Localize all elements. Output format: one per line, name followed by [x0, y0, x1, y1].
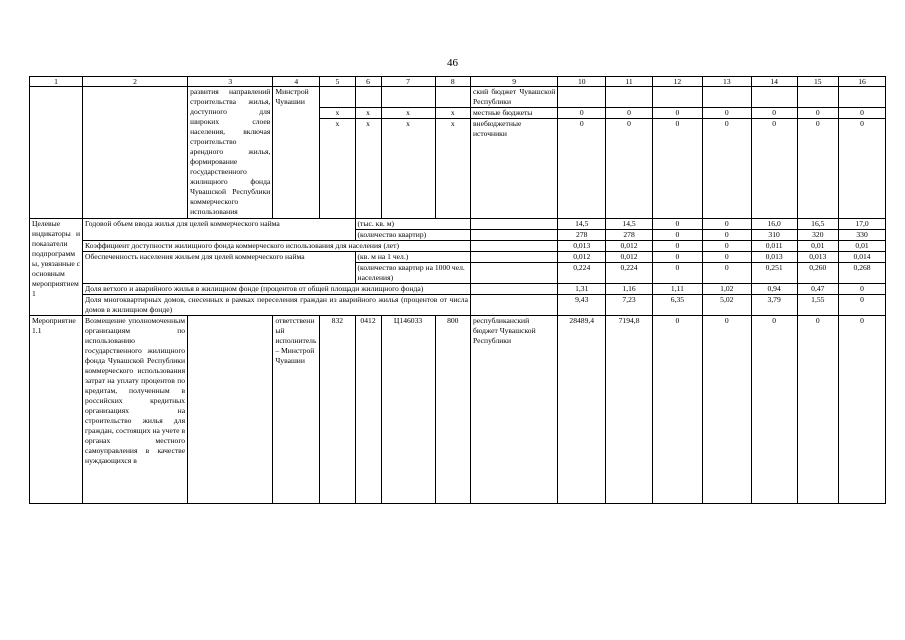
- column-header-7: 7: [381, 77, 435, 87]
- value-cell: 0: [797, 316, 839, 504]
- value-cell: 0,013: [751, 252, 797, 263]
- column-header-1: 1: [30, 77, 83, 87]
- value-cell: 0: [702, 230, 751, 241]
- value-cell: 0: [839, 119, 886, 219]
- value-cell: 0: [652, 252, 702, 263]
- block1-source: внебюджетные источники: [470, 119, 557, 219]
- blank-cell: [470, 241, 557, 252]
- value-cell: 0: [652, 119, 702, 219]
- indicator-row: [30, 219, 886, 230]
- block1-source: местные бюджеты: [470, 108, 557, 119]
- value-cell: 278: [606, 230, 653, 241]
- value-cell: [558, 87, 606, 108]
- value-cell: 0,011: [751, 241, 797, 252]
- value-cell: 0: [558, 119, 606, 219]
- value-cell: 0: [702, 263, 751, 284]
- indicator-unit: (тыс. кв. м): [355, 219, 470, 230]
- value-cell: 0: [702, 219, 751, 230]
- value-cell: [652, 87, 702, 108]
- indicator-row: [30, 252, 886, 263]
- indicator-unit: (количество квартир): [355, 230, 470, 241]
- column-header-10: 10: [558, 77, 606, 87]
- column-number-row: [30, 77, 886, 87]
- value-cell: 0,014: [839, 252, 886, 263]
- block1-c6: x: [355, 108, 381, 119]
- value-cell: 0: [751, 108, 797, 119]
- column-header-3: 3: [188, 77, 273, 87]
- value-cell: 0: [751, 119, 797, 219]
- blank-cell: [470, 284, 557, 295]
- value-cell: 0,94: [751, 284, 797, 295]
- value-cell: 0,012: [558, 252, 606, 263]
- value-cell: 0: [702, 108, 751, 119]
- column-header-6: 6: [355, 77, 381, 87]
- value-cell: 0: [797, 108, 839, 119]
- indicator-name: Коэффициент доступности жилищного фонда коммерческого использования для населения (лет): [83, 241, 471, 252]
- value-cell: 3,79: [751, 295, 797, 316]
- block1-c5: x: [320, 119, 355, 219]
- value-cell: 278: [558, 230, 606, 241]
- value-cell: 0: [652, 316, 702, 504]
- indicator-name: Годовой объем ввода жилья для целей коммерческого найма: [83, 219, 355, 241]
- block1-c7: x: [381, 108, 435, 119]
- indicator-name: Обеспеченность населения жильем для целей коммерческого найма: [83, 252, 355, 284]
- measure-c5: 832: [320, 316, 355, 504]
- value-cell: 0,01: [797, 241, 839, 252]
- value-cell: [702, 87, 751, 108]
- value-cell: 1,55: [797, 295, 839, 316]
- value-cell: 1,11: [652, 284, 702, 295]
- column-header-13: 13: [702, 77, 751, 87]
- value-cell: 0,224: [558, 263, 606, 284]
- value-cell: [606, 87, 653, 108]
- value-cell: 17,0: [839, 219, 886, 230]
- blank-cell: [470, 230, 557, 241]
- column-header-4: 4: [273, 77, 320, 87]
- block1-col1: [30, 87, 83, 219]
- indicators-label: Целевые индикаторы и показатели подпрограммы, увязанные с основным мероприятием 1: [30, 219, 83, 316]
- page-number: 46: [447, 57, 458, 69]
- value-cell: 0: [702, 241, 751, 252]
- block1-c7: x: [381, 119, 435, 219]
- value-cell: 310: [751, 230, 797, 241]
- value-cell: 9,43: [558, 295, 606, 316]
- value-cell: 0: [702, 119, 751, 219]
- value-cell: 0: [839, 284, 886, 295]
- column-header-8: 8: [435, 77, 470, 87]
- block1-c8: x: [435, 119, 470, 219]
- indicator-row: [30, 284, 886, 295]
- block1-c8: [435, 87, 470, 108]
- block1-c6: x: [355, 119, 381, 219]
- measure-description: Возмещение уполномоченным организациям по использованию государственного жилищного фонда Чувашской Республики коммерческого использования затрат на уплату процентов по кредитам, полученным в российских кредитных организациях на строительство жилья для граждан, состоящих на учете в органах местного самоуправления в качестве нуждающихся в: [83, 316, 188, 504]
- value-cell: 0: [652, 263, 702, 284]
- block1-c6: [355, 87, 381, 108]
- indicator-unit: (кв. м на 1 чел.): [355, 252, 470, 263]
- value-cell: 16,0: [751, 219, 797, 230]
- blank-cell: [470, 295, 557, 316]
- value-cell: 0: [839, 316, 886, 504]
- value-cell: 14,5: [558, 219, 606, 230]
- block1-source: ский бюджет Чувашской Республики: [470, 87, 557, 108]
- block1-c8: x: [435, 108, 470, 119]
- column-header-16: 16: [839, 77, 886, 87]
- column-header-9: 9: [470, 77, 557, 87]
- value-cell: [797, 87, 839, 108]
- value-cell: 14,5: [606, 219, 653, 230]
- measure-c8: 800: [435, 316, 470, 504]
- column-header-15: 15: [797, 77, 839, 87]
- value-cell: 0: [652, 219, 702, 230]
- value-cell: 0: [606, 119, 653, 219]
- value-cell: 0: [839, 295, 886, 316]
- value-cell: [839, 87, 886, 108]
- block1-col4-text: Минстрой Чувашии: [273, 87, 320, 219]
- value-cell: 0: [606, 108, 653, 119]
- value-cell: 7194,8: [606, 316, 653, 504]
- value-cell: 5,02: [702, 295, 751, 316]
- blank-cell: [470, 219, 557, 230]
- value-cell: 0,013: [558, 241, 606, 252]
- value-cell: 0: [751, 316, 797, 504]
- value-cell: [751, 87, 797, 108]
- indicator-name: Доля ветхого и аварийного жилья в жилищном фонде (процентов от общей площади жилищного фонда): [83, 284, 471, 295]
- blank-cell: [470, 252, 557, 263]
- value-cell: 320: [797, 230, 839, 241]
- column-header-11: 11: [606, 77, 653, 87]
- value-cell: 0,268: [839, 263, 886, 284]
- blank-cell: [470, 263, 557, 284]
- block1-c7: [381, 87, 435, 108]
- value-cell: 330: [839, 230, 886, 241]
- value-cell: 0,012: [606, 241, 653, 252]
- program-table: [29, 76, 886, 504]
- measure-c6: 0412: [355, 316, 381, 504]
- indicator-name: Доля многоквартирных домов, снесенных в рамках переселения граждан из аварийного жилья (процентов от числа домов в жилищном фонде): [83, 295, 471, 316]
- value-cell: 0: [797, 119, 839, 219]
- measure-title: Мероприятие 1.1: [30, 316, 83, 504]
- value-cell: 1,31: [558, 284, 606, 295]
- value-cell: 1,16: [606, 284, 653, 295]
- value-cell: 0,260: [797, 263, 839, 284]
- column-header-5: 5: [320, 77, 355, 87]
- block1-c5: x: [320, 108, 355, 119]
- indicator-row: [30, 241, 886, 252]
- block1-col2: [83, 87, 188, 219]
- value-cell: 0: [702, 252, 751, 263]
- measure-source: республиканский бюджет Чувашской Республики: [470, 316, 557, 504]
- measure-c7: Ц146033: [381, 316, 435, 504]
- value-cell: 28489,4: [558, 316, 606, 504]
- measure-row: [30, 316, 886, 504]
- block1-row-1: [30, 87, 886, 108]
- value-cell: 0,47: [797, 284, 839, 295]
- value-cell: 0,013: [797, 252, 839, 263]
- value-cell: 0: [652, 241, 702, 252]
- measure-executor: ответственный исполнитель – Минстрой Чувашии: [273, 316, 320, 504]
- value-cell: 0: [652, 230, 702, 241]
- column-header-14: 14: [751, 77, 797, 87]
- indicator-row: [30, 295, 886, 316]
- block1-c5: [320, 87, 355, 108]
- value-cell: 0,01: [839, 241, 886, 252]
- value-cell: 16,5: [797, 219, 839, 230]
- indicator-unit: (количество квартир на 1000 чел. населения): [355, 263, 470, 284]
- column-header-2: 2: [83, 77, 188, 87]
- measure-col3: [188, 316, 273, 504]
- block1-col3-text: развития направлений строительства жилья, доступного для широких слоев населения, включая строительство арендного жилья, формирование государственного жилищного фонда Чувашской Республики коммерческого использования: [188, 87, 273, 219]
- value-cell: 7,23: [606, 295, 653, 316]
- value-cell: 0: [652, 108, 702, 119]
- value-cell: 0,251: [751, 263, 797, 284]
- column-header-12: 12: [652, 77, 702, 87]
- value-cell: 6,35: [652, 295, 702, 316]
- value-cell: 0: [558, 108, 606, 119]
- value-cell: 1,02: [702, 284, 751, 295]
- value-cell: 0,224: [606, 263, 653, 284]
- value-cell: 0,012: [606, 252, 653, 263]
- value-cell: 0: [702, 316, 751, 504]
- value-cell: 0: [839, 108, 886, 119]
